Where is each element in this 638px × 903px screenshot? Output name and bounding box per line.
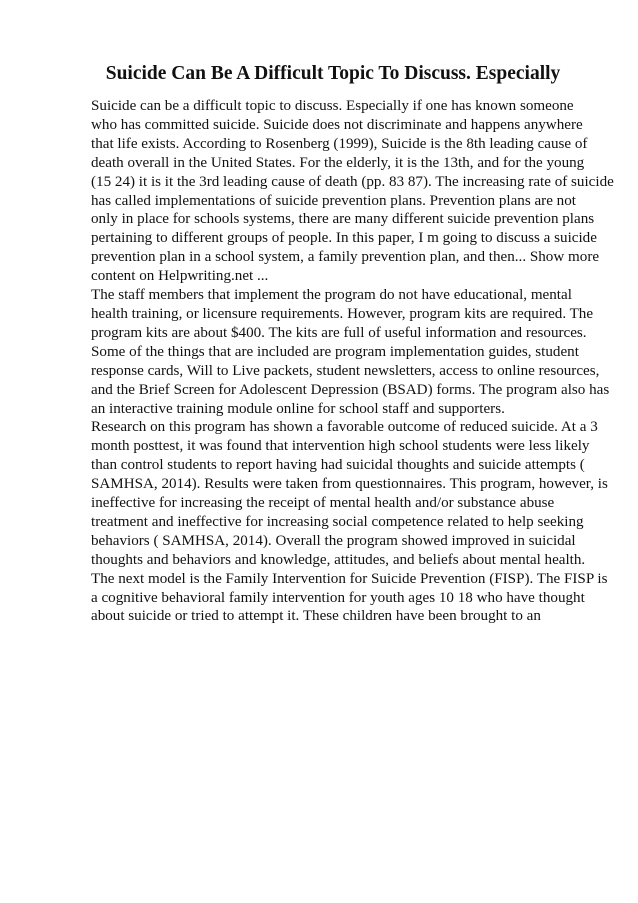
- body-line: a cognitive behavioral family intervention for youth ages 10 18 who have thought: [91, 589, 585, 606]
- body-line: program kits are about $400. The kits are full of useful information and resources.: [91, 324, 587, 341]
- body-line: pertaining to different groups of people. In this paper, I m going to discuss a suicide: [91, 230, 597, 247]
- body-line: The next model is the Family Intervention for Suicide Prevention (FISP). The FISP is: [91, 570, 608, 587]
- body-line: an interactive training module online for school staff and supporters.: [91, 400, 505, 417]
- body-line: about suicide or tried to attempt it. These children have been brought to an: [91, 608, 541, 625]
- body-line: treatment and ineffective for increasing social competence related to help seeking: [91, 513, 584, 530]
- body-line: thoughts and behaviors and knowledge, attitudes, and beliefs about mental health.: [91, 551, 586, 568]
- document-title: Suicide Can Be A Difficult Topic To Discuss. Especially: [105, 63, 561, 84]
- body-line: SAMHSA, 2014). Results were taken from questionnaires. This program, however, is: [91, 476, 608, 493]
- body-line: Some of the things that are included are program implementation guides, student: [91, 343, 579, 360]
- document-body: [91, 97, 614, 626]
- body-line: than control students to report having had suicidal thoughts and suicide attempts (: [91, 457, 585, 474]
- body-line: Research on this program has shown a favorable outcome of reduced suicide. At a 3: [91, 419, 598, 436]
- body-line: who has committed suicide. Suicide does not discriminate and happens anywhere: [91, 116, 583, 133]
- body-line: and the Brief Screen for Adolescent Depression (BSAD) forms. The program also has: [91, 381, 610, 398]
- body-line: health training, or licensure requirements. However, program kits are required. The: [91, 305, 594, 322]
- body-line: Suicide can be a difficult topic to discuss. Especially if one has known someone: [91, 98, 574, 114]
- body-line: month posttest, it was found that intervention high school students were less likely: [91, 438, 590, 455]
- body-line: that life exists. According to Rosenberg (1999), Suicide is the 8th leading cause of: [91, 135, 588, 152]
- body-line: response cards, Will to Live packets, student newsletters, access to online resources,: [91, 362, 600, 379]
- body-line: has called implementations of suicide prevention plans. Prevention plans are not: [91, 192, 576, 209]
- body-line: (15 24) it is it the 3rd leading cause of death (pp. 83 87). The increasing rate of suicide: [91, 173, 614, 190]
- body-line: death overall in the United States. For the elderly, it is the 13th, and for the young: [91, 154, 585, 171]
- body-line: only in place for schools systems, there are many different suicide prevention plans: [91, 211, 595, 228]
- body-line: content on Helpwriting.net ...: [91, 268, 269, 285]
- body-line: prevention plan in a school system, a family prevention plan, and then... Show more: [91, 249, 600, 266]
- body-line: The staff members that implement the program do not have educational, mental: [91, 287, 572, 304]
- body-line: ineffective for increasing the receipt of mental health and/or substance abuse: [91, 495, 555, 512]
- body-line: behaviors ( SAMHSA, 2014). Overall the program showed improved in suicidal: [91, 532, 576, 549]
